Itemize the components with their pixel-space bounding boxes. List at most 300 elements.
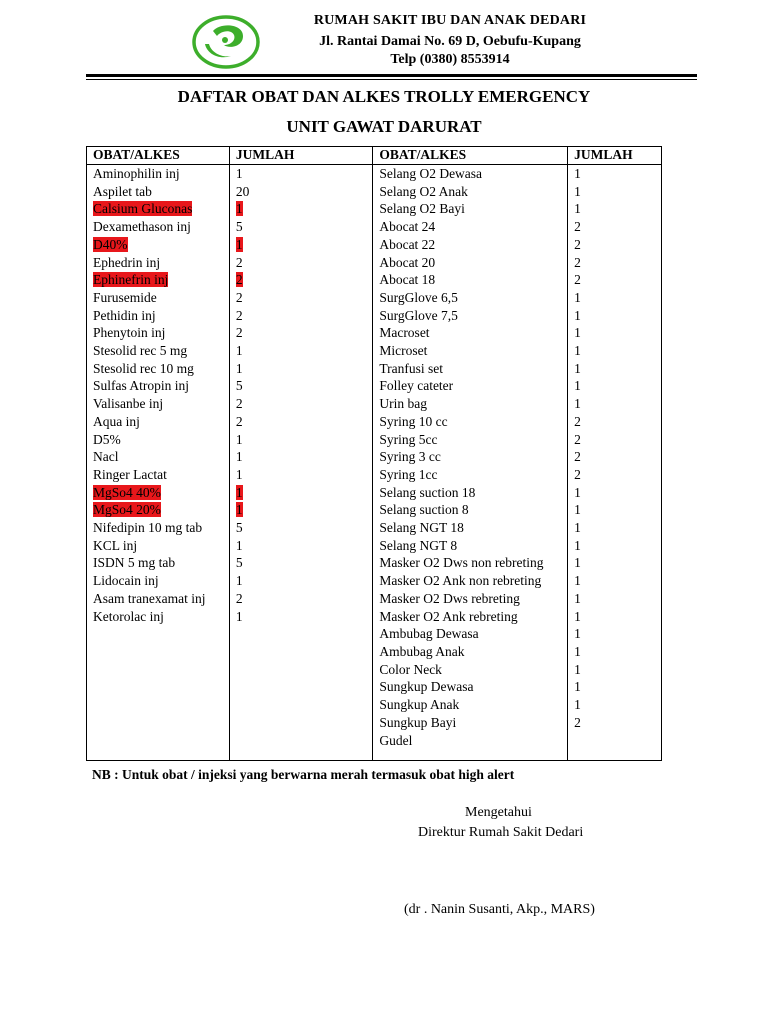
- table-cell: [373, 484, 568, 502]
- table-cell: [373, 360, 568, 378]
- table-row: [87, 714, 662, 732]
- equipment-name: SurgGlove 6,5: [379, 289, 458, 305]
- table-cell: [568, 608, 662, 626]
- equipment-name: Abocat 18: [379, 272, 436, 288]
- drug-qty: 1: [235, 166, 243, 181]
- drug-name: Sulfas Atropin inj: [93, 378, 190, 394]
- table-cell: [568, 307, 662, 325]
- table-cell: [87, 218, 230, 236]
- drug-qty: 2: [235, 325, 243, 341]
- drug-qty: 1: [235, 466, 243, 482]
- table-cell: [568, 395, 662, 413]
- table-cell: [229, 608, 372, 626]
- table-row: [87, 732, 662, 761]
- header-rule-thick: [86, 74, 697, 77]
- equipment-qty: 1: [574, 626, 581, 642]
- drug-name: Aqua inj: [93, 413, 140, 429]
- table-cell: [229, 554, 372, 572]
- drug-name: KCL inj: [93, 537, 138, 553]
- drug-qty: 5: [235, 520, 243, 536]
- table-cell: [229, 254, 372, 272]
- equipment-qty: 1: [574, 166, 581, 181]
- table-cell: [229, 732, 372, 761]
- table-row: [87, 183, 662, 201]
- table-row: [87, 413, 662, 431]
- high-alert-note: NB : Untuk obat / injeksi yang berwarna merah termasuk obat high alert: [92, 767, 515, 782]
- table-cell: [373, 377, 568, 395]
- drug-qty: 1: [235, 573, 243, 589]
- table-cell: [87, 307, 230, 325]
- header-item-left: OBAT/ALKES: [87, 147, 230, 165]
- equipment-qty: 1: [574, 608, 581, 624]
- table-cell: [229, 625, 372, 643]
- table-cell: [373, 501, 568, 519]
- equipment-name: Abocat 24: [379, 219, 436, 235]
- table-cell: [373, 643, 568, 661]
- table-cell: [568, 484, 662, 502]
- table-cell: [87, 395, 230, 413]
- table-row: [87, 395, 662, 413]
- equipment-qty: 1: [574, 502, 581, 518]
- table-row: [87, 448, 662, 466]
- header-rule-thin: [86, 79, 697, 80]
- table-cell: [568, 236, 662, 254]
- table-cell: [87, 696, 230, 714]
- table-cell: [87, 590, 230, 608]
- equipment-qty: 1: [574, 679, 581, 695]
- drug-qty: 1: [235, 201, 243, 217]
- table-row: [87, 307, 662, 325]
- equipment-name: Ambubag Anak: [379, 643, 465, 659]
- table-cell: [568, 590, 662, 608]
- equipment-name: Selang O2 Anak: [379, 183, 468, 199]
- equipment-qty: 1: [574, 325, 581, 341]
- table-cell: [229, 661, 372, 679]
- table-cell: [373, 537, 568, 555]
- table-cell: [87, 537, 230, 555]
- equipment-qty: 1: [574, 183, 581, 199]
- drug-name: Stesolid rec 10 mg: [93, 360, 194, 376]
- table-row: [87, 289, 662, 307]
- table-cell: [568, 554, 662, 572]
- table-cell: [568, 448, 662, 466]
- table-row: [87, 661, 662, 679]
- table-cell: [87, 431, 230, 449]
- equipment-name: Masker O2 Dws rebreting: [379, 590, 520, 606]
- signature-title: Direktur Rumah Sakit Dedari: [418, 825, 584, 840]
- equipment-name: Selang suction 8: [379, 502, 469, 518]
- drug-qty: 1: [235, 484, 243, 500]
- equipment-name: Syring 3 cc: [379, 449, 441, 465]
- drug-name: ISDN 5 mg tab: [93, 555, 176, 571]
- drug-qty: 5: [235, 555, 243, 571]
- table-cell: [373, 395, 568, 413]
- header-item-right: OBAT/ALKES: [373, 147, 568, 165]
- hospital-address: Jl. Rantai Damai No. 69 D, Oebufu-Kupang: [319, 34, 581, 49]
- equipment-qty: 2: [574, 466, 581, 482]
- drug-qty: 1: [235, 502, 243, 518]
- header-qty-right: JUMLAH: [568, 147, 662, 165]
- equipment-qty: 1: [574, 343, 581, 359]
- table-cell: [229, 537, 372, 555]
- table-cell: [568, 678, 662, 696]
- drug-qty: 20: [235, 183, 250, 199]
- equipment-name: Selang NGT 18: [379, 520, 464, 536]
- table-cell: [568, 165, 662, 183]
- equipment-name: SurgGlove 7,5: [379, 307, 458, 323]
- table-cell: [87, 484, 230, 502]
- table-cell: [373, 714, 568, 732]
- table-row: [87, 377, 662, 395]
- table-cell: [87, 554, 230, 572]
- hospital-logo: [191, 14, 261, 70]
- signature-acknowledged: Mengetahui: [465, 805, 532, 820]
- table-row: [87, 236, 662, 254]
- table-cell: [568, 625, 662, 643]
- equipment-name: Folley cateter: [379, 378, 454, 394]
- drug-name: Dexamethason inj: [93, 219, 191, 235]
- table-cell: [373, 236, 568, 254]
- header-qty-left: JUMLAH: [229, 147, 372, 165]
- table-cell: [373, 165, 568, 183]
- table-cell: [229, 165, 372, 183]
- table-cell: [373, 431, 568, 449]
- table-cell: [87, 625, 230, 643]
- equipment-qty: 1: [574, 573, 581, 589]
- table-cell: [87, 608, 230, 626]
- table-cell: [87, 200, 230, 218]
- table-cell: [373, 696, 568, 714]
- table-row: [87, 271, 662, 289]
- table-cell: [568, 661, 662, 679]
- equipment-qty: 2: [574, 219, 581, 235]
- drug-qty: 2: [235, 254, 243, 270]
- table-cell: [87, 360, 230, 378]
- table-row: [87, 554, 662, 572]
- table-cell: [229, 377, 372, 395]
- table-row: [87, 501, 662, 519]
- drug-qty: 2: [235, 272, 243, 288]
- table-cell: [229, 501, 372, 519]
- drug-name: MgSo4 20%: [93, 502, 161, 518]
- table-cell: [87, 678, 230, 696]
- drug-name: Stesolid rec 5 mg: [93, 343, 188, 359]
- table-cell: [87, 254, 230, 272]
- table-cell: [87, 519, 230, 537]
- table-cell: [568, 501, 662, 519]
- table-row: [87, 342, 662, 360]
- drug-qty: 1: [235, 236, 243, 252]
- drug-qty: 5: [235, 378, 243, 394]
- equipment-qty: 1: [574, 537, 581, 553]
- table-cell: [568, 342, 662, 360]
- drug-name: Ketorolac inj: [93, 608, 164, 624]
- table-cell: [568, 572, 662, 590]
- table-cell: [568, 377, 662, 395]
- table-cell: [87, 448, 230, 466]
- drug-qty: 2: [235, 307, 243, 323]
- hospital-phone: Telp (0380) 8553914: [390, 52, 510, 67]
- table-row: [87, 466, 662, 484]
- table-cell: [568, 519, 662, 537]
- equipment-qty: 2: [574, 254, 581, 270]
- equipment-qty: 1: [574, 201, 581, 217]
- table-cell: [373, 678, 568, 696]
- drug-qty: 2: [235, 413, 243, 429]
- table-cell: [373, 625, 568, 643]
- table-row: [87, 519, 662, 537]
- table-cell: [229, 360, 372, 378]
- hospital-name: RUMAH SAKIT IBU DAN ANAK DEDARI: [313, 13, 587, 28]
- signature-name: (dr . Nanin Susanti, Akp., MARS): [404, 902, 595, 917]
- table-cell: [568, 466, 662, 484]
- equipment-name: Masker O2 Ank non rebreting: [379, 573, 542, 589]
- equipment-name: Masker O2 Dws non rebreting: [379, 555, 544, 571]
- equipment-name: Color Neck: [379, 661, 442, 677]
- table-row: [87, 324, 662, 342]
- table-cell: [373, 448, 568, 466]
- table-cell: [87, 342, 230, 360]
- table-cell: [373, 218, 568, 236]
- drug-name: Asam tranexamat inj: [93, 590, 206, 606]
- table-row: [87, 431, 662, 449]
- table-cell: [87, 289, 230, 307]
- drug-name: Lidocain inj: [93, 573, 159, 589]
- table-cell: [373, 572, 568, 590]
- equipment-name: Selang NGT 8: [379, 537, 458, 553]
- equipment-name: Selang suction 18: [379, 484, 476, 500]
- table-cell: [373, 466, 568, 484]
- table-cell: [568, 324, 662, 342]
- equipment-name: Selang O2 Bayi: [379, 201, 465, 217]
- table-cell: [87, 501, 230, 519]
- table-cell: [568, 271, 662, 289]
- table-cell: [87, 661, 230, 679]
- table-cell: [87, 324, 230, 342]
- equipment-qty: 1: [574, 360, 581, 376]
- table-cell: [229, 431, 372, 449]
- equipment-qty: 2: [574, 431, 581, 447]
- table-row: [87, 165, 662, 183]
- equipment-qty: 2: [574, 714, 581, 730]
- drug-name: Nacl: [93, 449, 119, 465]
- equipment-name: Abocat 22: [379, 236, 436, 252]
- equipment-qty: 2: [574, 272, 581, 288]
- table-cell: [229, 342, 372, 360]
- equipment-qty: 1: [574, 289, 581, 305]
- table-header-row: [87, 147, 662, 165]
- table-cell: [229, 678, 372, 696]
- document-title: DAFTAR OBAT DAN ALKES TROLLY EMERGENCY: [177, 87, 591, 106]
- equipment-name: Syring 5cc: [379, 431, 438, 447]
- table-cell: [229, 271, 372, 289]
- table-cell: [229, 413, 372, 431]
- equipment-name: Abocat 20: [379, 254, 436, 270]
- table-cell: [373, 307, 568, 325]
- table-cell: [568, 218, 662, 236]
- table-cell: [373, 324, 568, 342]
- table-row: [87, 360, 662, 378]
- table-cell: [87, 714, 230, 732]
- equipment-qty: 2: [574, 236, 581, 252]
- drug-name: Nifedipin 10 mg tab: [93, 520, 203, 536]
- drug-name: Pethidin inj: [93, 307, 156, 323]
- table-cell: [373, 254, 568, 272]
- drug-qty: 1: [235, 360, 243, 376]
- equipment-name: Urin bag: [379, 396, 427, 412]
- equipment-qty: 1: [574, 590, 581, 606]
- equipment-qty: 1: [574, 661, 581, 677]
- drug-name: Aminophilin inj: [93, 166, 180, 181]
- table-cell: [568, 289, 662, 307]
- table-cell: [568, 714, 662, 732]
- equipment-name: Ambubag Dewasa: [379, 626, 479, 642]
- equipment-name: Masker O2 Ank rebreting: [379, 608, 518, 624]
- table-row: [87, 200, 662, 218]
- equipment-qty: 1: [574, 697, 581, 713]
- table-cell: [373, 183, 568, 201]
- table-cell: [229, 572, 372, 590]
- equipment-qty: 2: [574, 413, 581, 429]
- table-cell: [87, 271, 230, 289]
- table-cell: [568, 643, 662, 661]
- equipment-name: Tranfusi set: [379, 360, 443, 376]
- drug-qty: 2: [235, 590, 243, 606]
- table-cell: [87, 643, 230, 661]
- equipment-qty: 1: [574, 484, 581, 500]
- table-cell: [229, 324, 372, 342]
- drug-name: D40%: [93, 236, 128, 252]
- table-row: [87, 484, 662, 502]
- table-cell: [87, 466, 230, 484]
- equipment-name: Sungkup Anak: [379, 697, 460, 713]
- equipment-qty: 1: [574, 643, 581, 659]
- table-cell: [373, 200, 568, 218]
- table-cell: [568, 413, 662, 431]
- table-cell: [568, 254, 662, 272]
- table-cell: [229, 307, 372, 325]
- table-cell: [229, 395, 372, 413]
- equipment-name: Sungkup Bayi: [379, 714, 457, 730]
- table-cell: [229, 236, 372, 254]
- table-cell: [87, 165, 230, 183]
- drug-name: Furusemide: [93, 289, 157, 305]
- table-cell: [373, 289, 568, 307]
- table-cell: [373, 732, 568, 761]
- table-cell: [373, 661, 568, 679]
- table-cell: [229, 484, 372, 502]
- document-subtitle: UNIT GAWAT DARURAT: [286, 117, 482, 136]
- equipment-name: Macroset: [379, 325, 430, 341]
- table-row: [87, 254, 662, 272]
- table-row: [87, 572, 662, 590]
- table-row: [87, 608, 662, 626]
- table-cell: [373, 413, 568, 431]
- drug-name: Ephinefrin inj: [93, 272, 169, 288]
- table-row: [87, 218, 662, 236]
- table-cell: [87, 183, 230, 201]
- equipment-name: Syring 10 cc: [379, 413, 448, 429]
- table-cell: [229, 183, 372, 201]
- table-cell: [87, 572, 230, 590]
- table-cell: [373, 519, 568, 537]
- table-cell: [373, 554, 568, 572]
- drug-qty: 1: [235, 431, 243, 447]
- table-cell: [373, 271, 568, 289]
- table-cell: [373, 342, 568, 360]
- drug-name: Ephedrin inj: [93, 254, 161, 270]
- table-cell: [87, 732, 230, 761]
- equipment-qty: 1: [574, 307, 581, 323]
- table-cell: [229, 519, 372, 537]
- drug-qty: 2: [235, 289, 243, 305]
- drug-qty: 2: [235, 396, 243, 412]
- table-cell: [229, 714, 372, 732]
- equipment-qty: 1: [574, 555, 581, 571]
- equipment-name: Syring 1cc: [379, 466, 438, 482]
- drug-name: D5%: [93, 431, 121, 447]
- table-cell: [229, 289, 372, 307]
- table-cell: [568, 732, 662, 761]
- drug-name: MgSo4 40%: [93, 484, 161, 500]
- table-cell: [568, 431, 662, 449]
- equipment-qty: 1: [574, 378, 581, 394]
- table-cell: [229, 448, 372, 466]
- equipment-name: Gudel: [379, 732, 413, 748]
- table-cell: [229, 643, 372, 661]
- drug-name: Phenytoin inj: [93, 325, 166, 341]
- equipment-name: Sungkup Dewasa: [379, 679, 474, 695]
- drug-qty: 1: [235, 449, 243, 465]
- drug-name: Calsium Gluconas: [93, 201, 193, 217]
- table-cell: [373, 608, 568, 626]
- inventory-table: [86, 146, 662, 761]
- table-cell: [229, 590, 372, 608]
- equipment-qty: 1: [574, 396, 581, 412]
- drug-qty: 1: [235, 343, 243, 359]
- drug-qty: 5: [235, 219, 243, 235]
- drug-name: Aspilet tab: [93, 183, 152, 199]
- drug-name: Ringer Lactat: [93, 466, 167, 482]
- table-cell: [229, 218, 372, 236]
- table-row: [87, 625, 662, 643]
- table-cell: [568, 360, 662, 378]
- table-cell: [229, 466, 372, 484]
- table-cell: [373, 590, 568, 608]
- table-row: [87, 537, 662, 555]
- table-cell: [87, 377, 230, 395]
- table-cell: [568, 183, 662, 201]
- table-row: [87, 678, 662, 696]
- equipment-qty: 2: [574, 449, 581, 465]
- table-cell: [229, 696, 372, 714]
- table-cell: [229, 200, 372, 218]
- table-row: [87, 643, 662, 661]
- equipment-name: Microset: [379, 343, 428, 359]
- drug-qty: 1: [235, 537, 243, 553]
- table-cell: [568, 200, 662, 218]
- equipment-name: Selang O2 Dewasa: [379, 166, 483, 181]
- table-cell: [87, 413, 230, 431]
- table-row: [87, 696, 662, 714]
- table-row: [87, 590, 662, 608]
- equipment-qty: 1: [574, 520, 581, 536]
- table-cell: [568, 537, 662, 555]
- drug-qty: 1: [235, 608, 243, 624]
- table-cell: [568, 696, 662, 714]
- drug-name: Valisanbe inj: [93, 396, 164, 412]
- table-cell: [87, 236, 230, 254]
